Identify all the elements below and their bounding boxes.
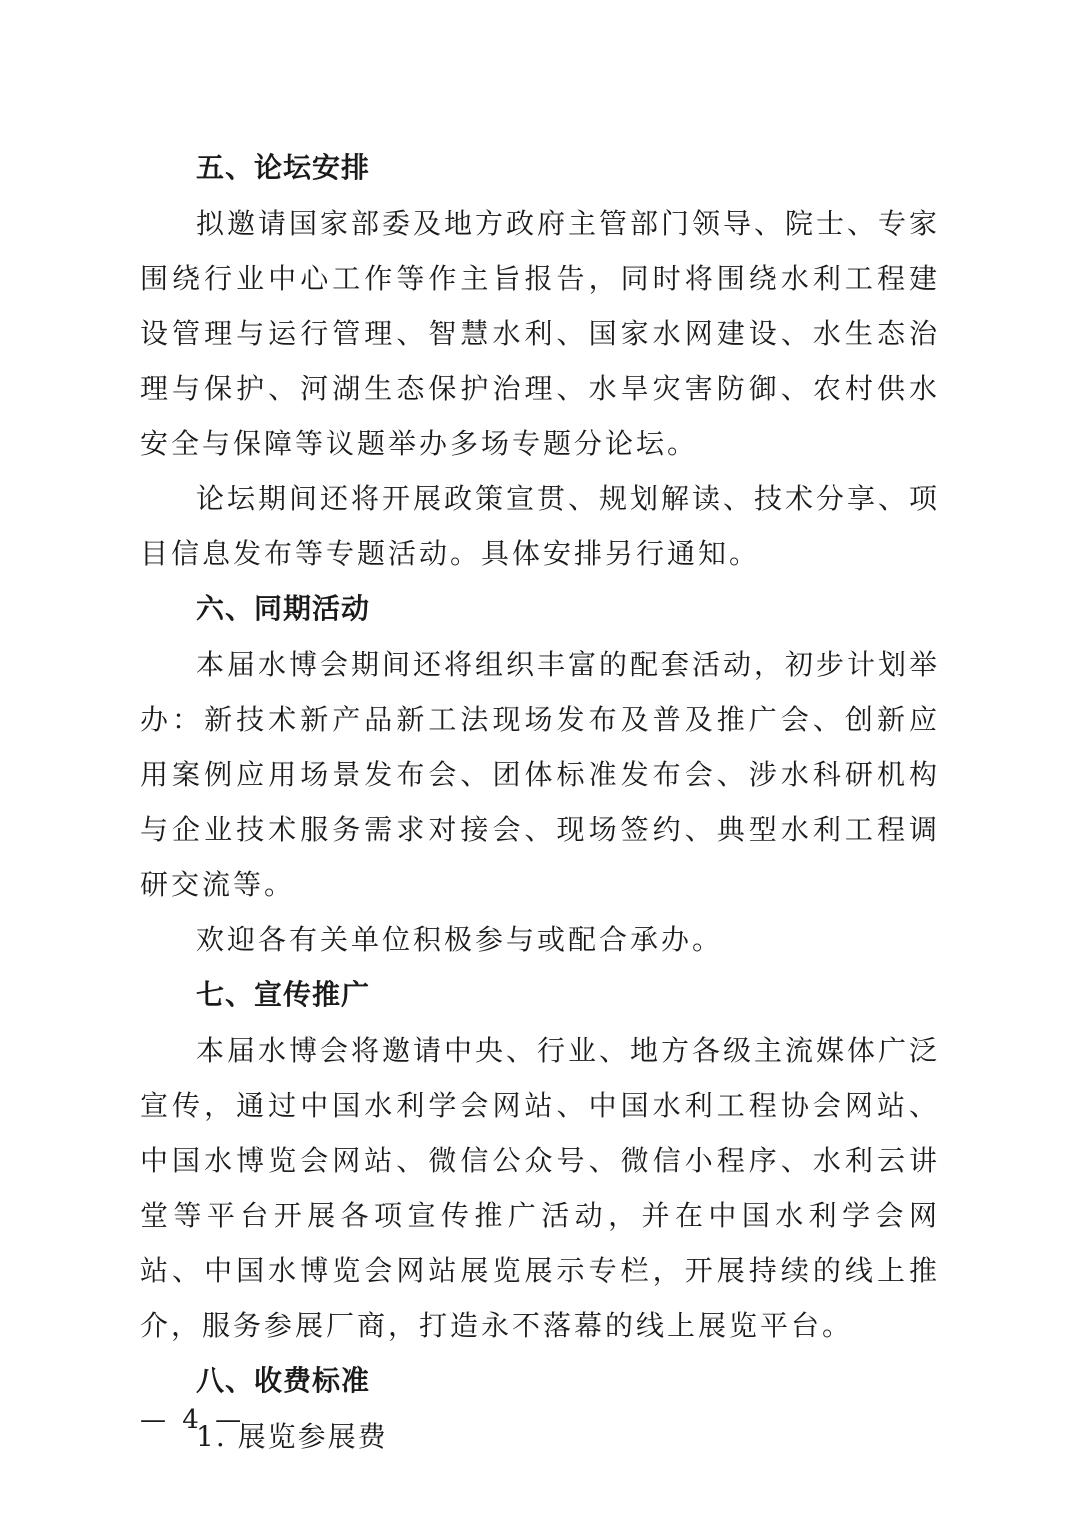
paragraph-forum-1: 拟邀请国家部委及地方政府主管部门领导、院士、专家围绕行业中心工作等作主旨报告，同时将围绕水利工程建设管理与运行管理、智慧水利、国家水网建设、水生态治理与保护、河湖生态保护治理、水旱灾害防御、农村供水安全与保障等议题举办多场专题分论坛。 [140, 207, 941, 460]
page-number: — 4 — [140, 1405, 246, 1435]
section-heading-fees: 八、收费标准 [196, 1364, 371, 1397]
paragraph-forum-2: 论坛期间还将开展政策宣贯、规划解读、技术分享、项目信息发布等专题活动。具体安排另行通知。 [140, 482, 941, 570]
section-heading-forum: 五、论坛安排 [196, 151, 371, 184]
paragraph-activities-1: 本届水博会期间还将组织丰富的配套活动，初步计划举办：新技术新产品新工法现场发布及普及推广会、创新应用案例应用场景发布会、团体标准发布会、涉水科研机构与企业技术服务需求对接会、现场签约、典型水利工程调研交流等。 [140, 648, 941, 901]
paragraph-promotion-1: 本届水博会将邀请中央、行业、地方各级主流媒体广泛宣传，通过中国水利学会网站、中国水利工程协会网站、中国水博览会网站、微信公众号、微信小程序、水利云讲堂等平台开展各项宣传推广活动，并在中国水利学会网站、中国水博览会网站展览展示专栏，开展持续的线上推介，服务参展厂商，打造永不落幕的线上展览平台。 [140, 1034, 941, 1342]
paragraph-activities-2: 欢迎各有关单位积极参与或配合承办。 [196, 923, 724, 956]
fee-item-exhibition: 1. 展览参展费 [196, 1420, 388, 1453]
section-heading-activities: 六、同期活动 [196, 592, 371, 625]
section-heading-promotion: 七、宣传推广 [196, 978, 371, 1011]
document-body [140, 140, 940, 1465]
